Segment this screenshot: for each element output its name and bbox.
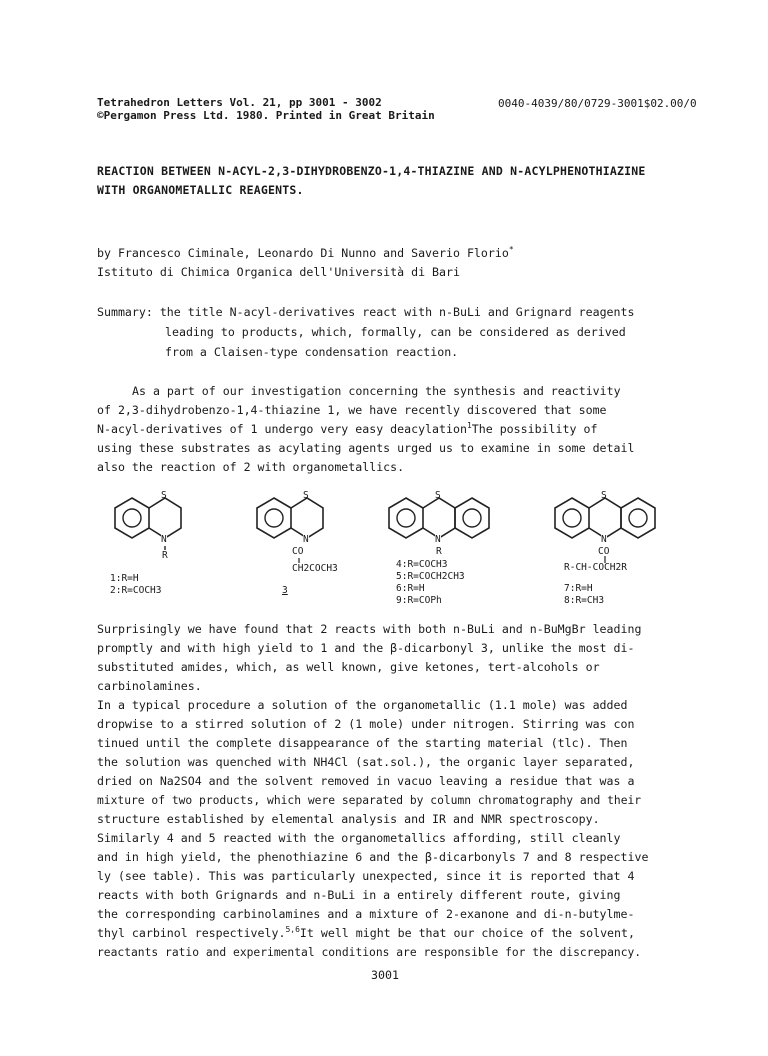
para-line-3: substituted amides, which, as well known, give ketones, tert-alcohols or xyxy=(97,660,600,674)
atom-s: S xyxy=(435,490,441,501)
intro-line-1: As a part of our investigation concerning the synthesis and reactivity xyxy=(132,384,621,398)
substituent-r: R xyxy=(436,546,442,557)
para-line-1: Surprisingly we have found that 2 reacts with both n-BuLi and n-BuMgBr leading xyxy=(97,622,642,636)
summary-text-1: the title N-acyl-derivatives react with n-BuLi and Grignard reagents xyxy=(159,305,635,319)
para-line-10: mixture of two products, which were separated by column chromatography and their xyxy=(97,794,642,807)
label-3: 3 xyxy=(282,585,288,596)
para-line-15: reacts with both Grignards and n-BuLi in a entirely different route, giving xyxy=(97,888,621,902)
label-5: 5:R=COCH2CH3 xyxy=(396,571,465,582)
substituent-r: R xyxy=(162,550,168,561)
para-line-5: In a typical procedure a solution of the organometallic (1.1 mole) was added xyxy=(97,698,628,712)
intro-line-3-text: N-acyl-derivatives of 1 undergo very easy deacylation xyxy=(97,422,467,436)
summary-line-2: leading to products, which, formally, can be considered as derived xyxy=(165,325,626,339)
label-2: 2:R=COCH3 xyxy=(110,585,162,596)
label-6: 6:R=H xyxy=(396,583,425,594)
structure-7-8-drawing xyxy=(550,490,690,570)
paper-title-line-1: REACTION BETWEEN N-ACYL-2,3-DIHYDROBENZO-1,4-THIAZINE AND N-ACYLPHENOTHIAZINE xyxy=(97,164,646,178)
page-number: 3001 xyxy=(371,968,399,982)
structure-4-9 xyxy=(384,490,524,620)
para-line-4: carbinolamines. xyxy=(97,679,202,693)
affiliation: Istituto di Chimica Organica dell'Università di Bari xyxy=(97,265,460,279)
label-9: 9:R=COPh xyxy=(396,595,442,606)
para-line-11: structure established by elemental analysis and IR and NMR spectroscopy. xyxy=(97,812,600,826)
ref-1: 1 xyxy=(466,421,472,431)
structure-7-8 xyxy=(550,490,690,620)
para-line-6: dropwise to a stirred solution of 2 (1 mole) under nitrogen. Stirring was con xyxy=(97,717,635,731)
para-line-13: and in high yield, the phenothiazine 6 and the β-dicarbonyls 7 and 8 respective xyxy=(97,850,649,864)
para-line-18: reactants ratio and experimental conditions are responsible for the discrepancy. xyxy=(97,946,642,959)
author-mark: * xyxy=(508,245,514,255)
atom-n: N xyxy=(161,534,167,545)
ref-5-6: 5,6 xyxy=(285,925,300,935)
summary-line-1 xyxy=(97,303,634,323)
atom-s: S xyxy=(161,490,167,501)
structure-1-2 xyxy=(110,490,220,610)
atom-n: N xyxy=(435,534,441,545)
structure-4-9-drawing xyxy=(384,490,524,570)
author-list xyxy=(97,244,514,264)
atom-s: S xyxy=(303,490,309,501)
article-code: 0040-4039/80/0729-3001$02.00/0 xyxy=(498,97,697,110)
para-line-14: ly (see table). This was particularly unexpected, since it is reported that 4 xyxy=(97,869,635,883)
para-line-7: tinued until the complete disappearance of the starting material (tlc). Then xyxy=(97,736,628,750)
journal-line: Tetrahedron Letters Vol. 21, pp 3001 - 3002 xyxy=(97,96,382,109)
summary-line-3: from a Claisen-type condensation reaction. xyxy=(165,345,459,359)
intro-line-4: using these substrates as acylating agents urged us to examine in some detail xyxy=(97,441,635,455)
para-line-17 xyxy=(97,924,635,944)
intro-line-5: also the reaction of 2 with organometallics. xyxy=(97,460,405,474)
substituent-chain: R-CH-COCH2R xyxy=(564,562,627,573)
intro-line-2: of 2,3-dihydrobenzo-1,4-thiazine 1, we have recently discovered that some xyxy=(97,403,607,417)
substituent-chain: CH2COCH3 xyxy=(292,563,338,574)
para-line-2: promptly and with high yield to 1 and the β-dicarbonyl 3, unlike the most di- xyxy=(97,641,635,655)
atom-n: N xyxy=(601,534,607,545)
para-line-17-text: thyl carbinol respectively. xyxy=(97,926,286,940)
structure-3 xyxy=(252,490,362,610)
intro-line-3-tail: The possibility of xyxy=(471,422,598,436)
carbonyl-co: CO xyxy=(292,546,304,557)
summary-label: Summary: xyxy=(97,305,153,319)
atom-s: S xyxy=(601,490,607,501)
authors-text: by Francesco Ciminale, Leonardo Di Nunno and Saverio Florio xyxy=(97,246,509,260)
label-1: 1:R=H xyxy=(110,573,139,584)
carbonyl-co: CO xyxy=(598,546,610,557)
para-line-8: the solution was quenched with NH4Cl (sat.sol.), the organic layer separated, xyxy=(97,755,635,769)
paper-title-line-2: WITH ORGANOMETALLIC REAGENTS. xyxy=(97,183,304,197)
intro-line-3 xyxy=(97,420,597,440)
para-line-17-tail: It well might be that our choice of the solvent, xyxy=(299,926,635,940)
para-line-16: the corresponding carbinolamines and a mixture of 2-exanone and di-n-butylme- xyxy=(97,907,635,921)
para-line-9: dried on Na2SO4 and the solvent removed in vacuo leaving a residue that was a xyxy=(97,774,635,788)
label-7: 7:R=H xyxy=(564,583,593,594)
para-line-12: Similarly 4 and 5 reacted with the organometallics affording, still cleanly xyxy=(97,831,621,845)
structure-3-drawing xyxy=(252,490,362,570)
atom-n: N xyxy=(303,534,309,545)
label-8: 8:R=CH3 xyxy=(564,595,605,606)
label-4: 4:R=COCH3 xyxy=(396,559,448,570)
publisher-line: ©Pergamon Press Ltd. 1980. Printed in Great Britain xyxy=(97,109,435,122)
